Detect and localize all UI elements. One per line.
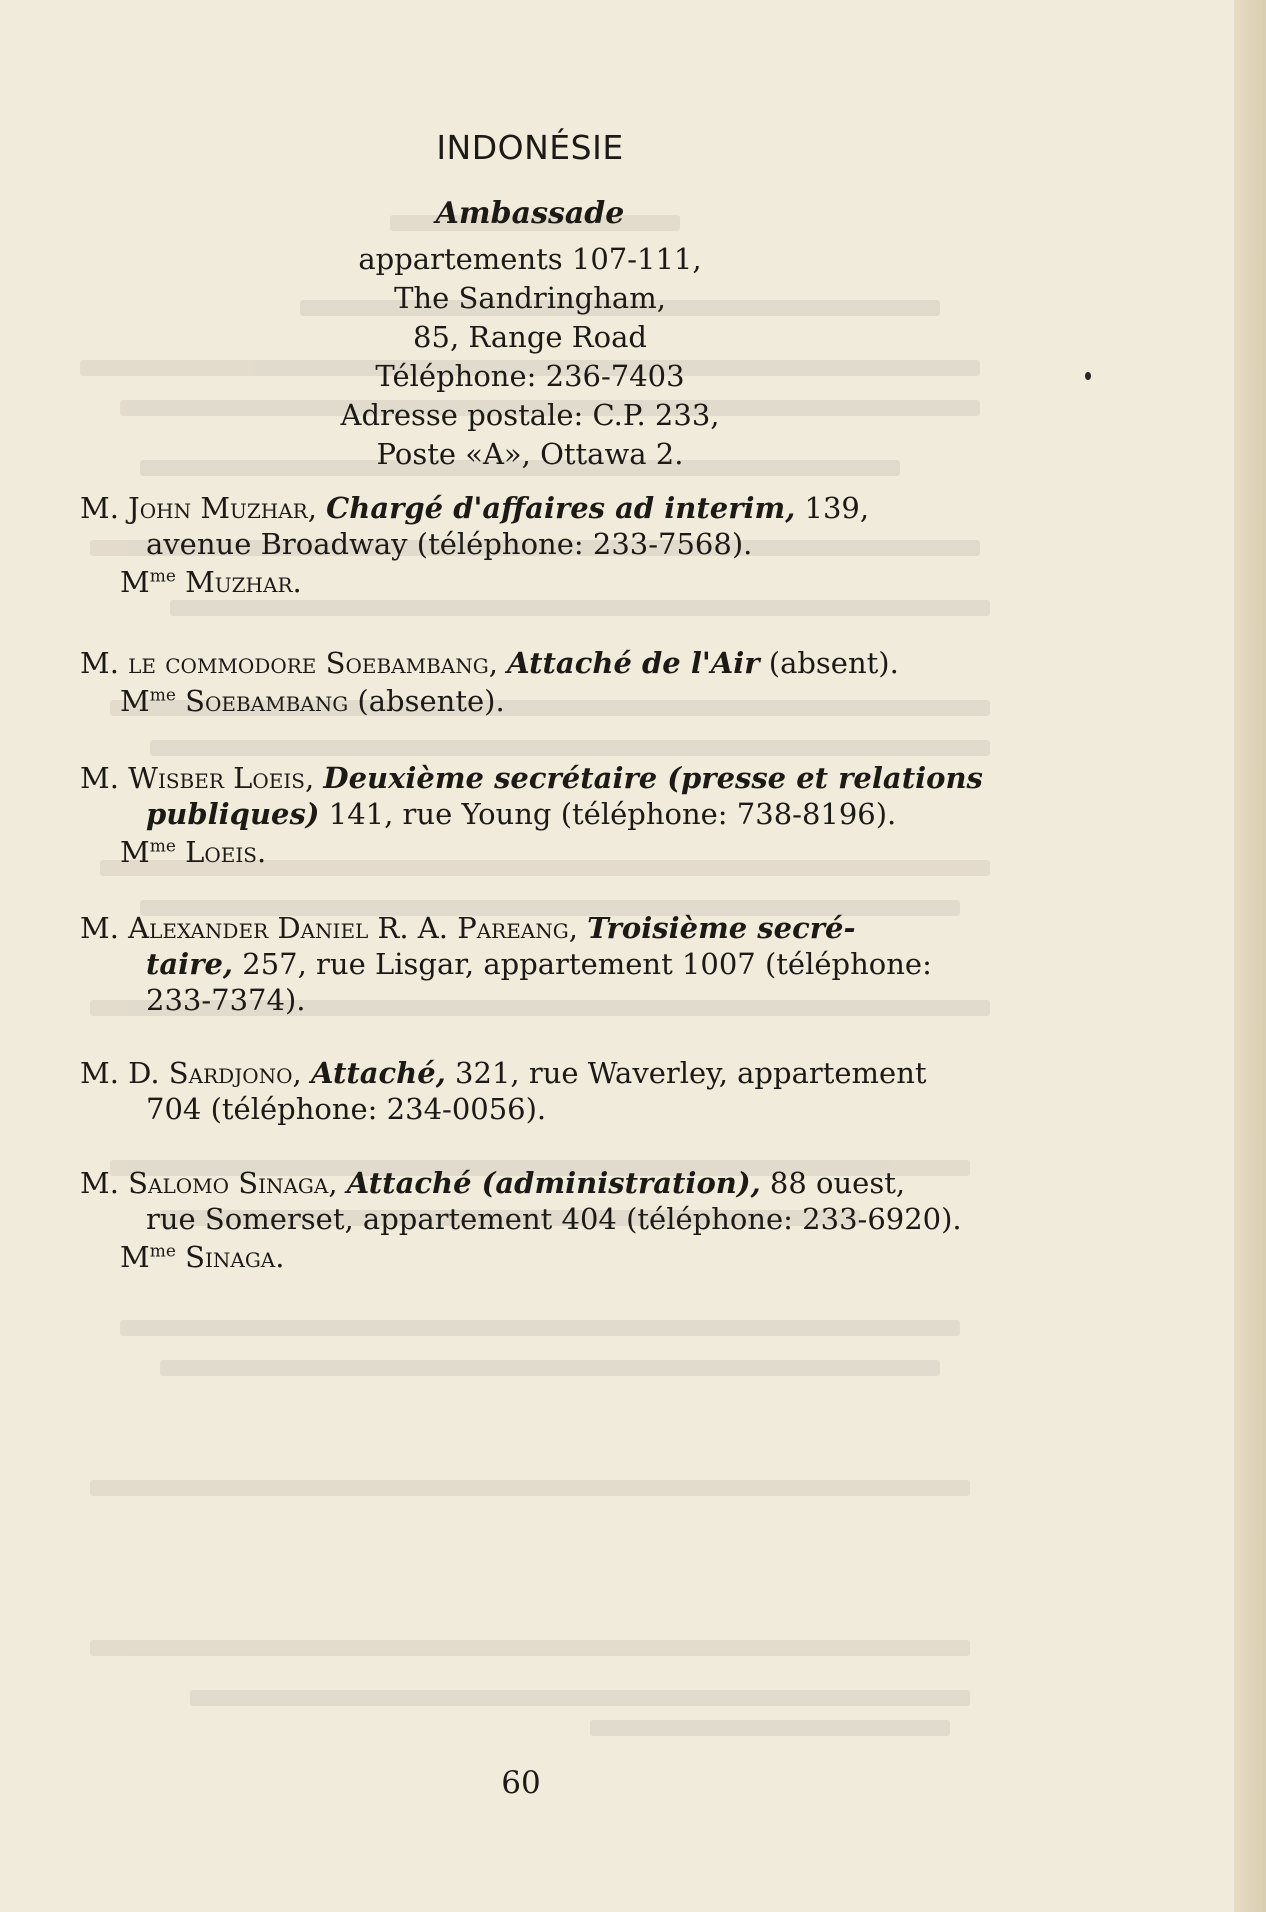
spouse-sup: me [149, 685, 176, 706]
entry-first-line [80, 760, 1000, 796]
entry-name: Alexander Daniel R. A. Pareang, [128, 911, 578, 945]
entry-title: Troisième secré- [587, 911, 856, 945]
embassy-address [0, 240, 1060, 474]
spouse-prefix: M [120, 1240, 150, 1274]
entry-text: 88 ouest, [760, 1166, 906, 1200]
staff-entry [80, 760, 1000, 870]
address-line: Adresse postale: C.P. 233, [340, 398, 720, 432]
entry-prefix: M. [80, 911, 119, 945]
spouse-prefix: M [120, 565, 150, 599]
entry-prefix: M. [80, 1056, 119, 1090]
entry-continuation: avenue Broadway (téléphone: 233-7568). [146, 527, 753, 561]
address-line: The Sandringham, [394, 281, 666, 315]
entry-title: Chargé d'affaires ad interim, [326, 491, 796, 525]
spouse-name: Sinaga. [185, 1240, 285, 1274]
entry-continuation [80, 946, 1000, 982]
entry-first-line [80, 1055, 1000, 1091]
address-line: appartements 107-111, [358, 242, 702, 276]
spouse-prefix: M [120, 835, 150, 869]
entry-first-line [80, 645, 1000, 681]
spouse-sup: me [149, 836, 176, 857]
entry-name: John Muzhar, [128, 491, 317, 525]
entry-name: Wisber Loeis, [128, 761, 315, 795]
entry-prefix: M. [80, 491, 119, 525]
staff-entry [80, 910, 1000, 1018]
entry-name: le commodore Soebambang, [128, 646, 498, 680]
entry-first-line [80, 910, 1000, 946]
entry-text: 139, [795, 491, 870, 525]
spouse-line [80, 834, 1000, 870]
entry-name: D. Sardjono, [128, 1056, 302, 1090]
entry-text: (absent). [759, 646, 899, 680]
spouse-name: Soebambang [185, 684, 349, 718]
entry-continuation: 233-7374). [146, 983, 306, 1017]
address-line: Téléphone: 236-7403 [375, 359, 685, 393]
entry-prefix: M. [80, 646, 119, 680]
spouse-sup: me [149, 566, 176, 587]
entry-continuation: rue Somerset, appartement 404 (téléphone: 233-6920). [146, 1202, 962, 1236]
entry-first-line [80, 1165, 1000, 1201]
entry-title: Attaché de l'Air [507, 646, 760, 680]
entry-prefix: M. [80, 761, 119, 795]
spouse-sup: me [149, 1241, 176, 1262]
entry-text: 141, rue Young (téléphone: 738-8196). [319, 797, 897, 831]
entry-continuation [80, 796, 1000, 832]
entry-prefix: M. [80, 1166, 119, 1200]
section-subheading: Ambassade [435, 196, 625, 231]
speck-mark [1085, 372, 1091, 380]
address-line: 85, Range Road [413, 320, 647, 354]
entry-first-line [80, 490, 1000, 526]
spouse-line [80, 683, 1000, 719]
address-line: Poste «A», Ottawa 2. [376, 437, 684, 471]
spouse-prefix: M [120, 684, 150, 718]
page-heading: INDONÉSIE [436, 128, 624, 167]
entry-continuation: 704 (téléphone: 234-0056). [146, 1092, 547, 1126]
page-number: 60 [501, 1765, 541, 1801]
entry-text: 321, rue Waverley, appartement [445, 1056, 927, 1090]
staff-entry [80, 645, 1000, 719]
staff-entry [80, 490, 1000, 600]
staff-entry [80, 1165, 1000, 1275]
entry-title: Attaché, [310, 1056, 446, 1090]
entry-text: 257, rue Lisgar, appartement 1007 (téléphone: [233, 947, 932, 981]
entry-title-cont: publiques) [146, 797, 320, 831]
spouse-text: (absente). [348, 684, 505, 718]
entry-title: Deuxième secrétaire (presse et relations [323, 761, 983, 795]
spouse-name: Loeis. [185, 835, 267, 869]
entry-name: Salomo Sinaga, [128, 1166, 338, 1200]
entry-title: Attaché (administration), [346, 1166, 761, 1200]
staff-entry [80, 1055, 1000, 1127]
spouse-name: Muzhar. [185, 565, 302, 599]
spouse-line [80, 1239, 1000, 1275]
entry-title-cont: taire, [146, 947, 234, 981]
spouse-line [80, 564, 1000, 600]
